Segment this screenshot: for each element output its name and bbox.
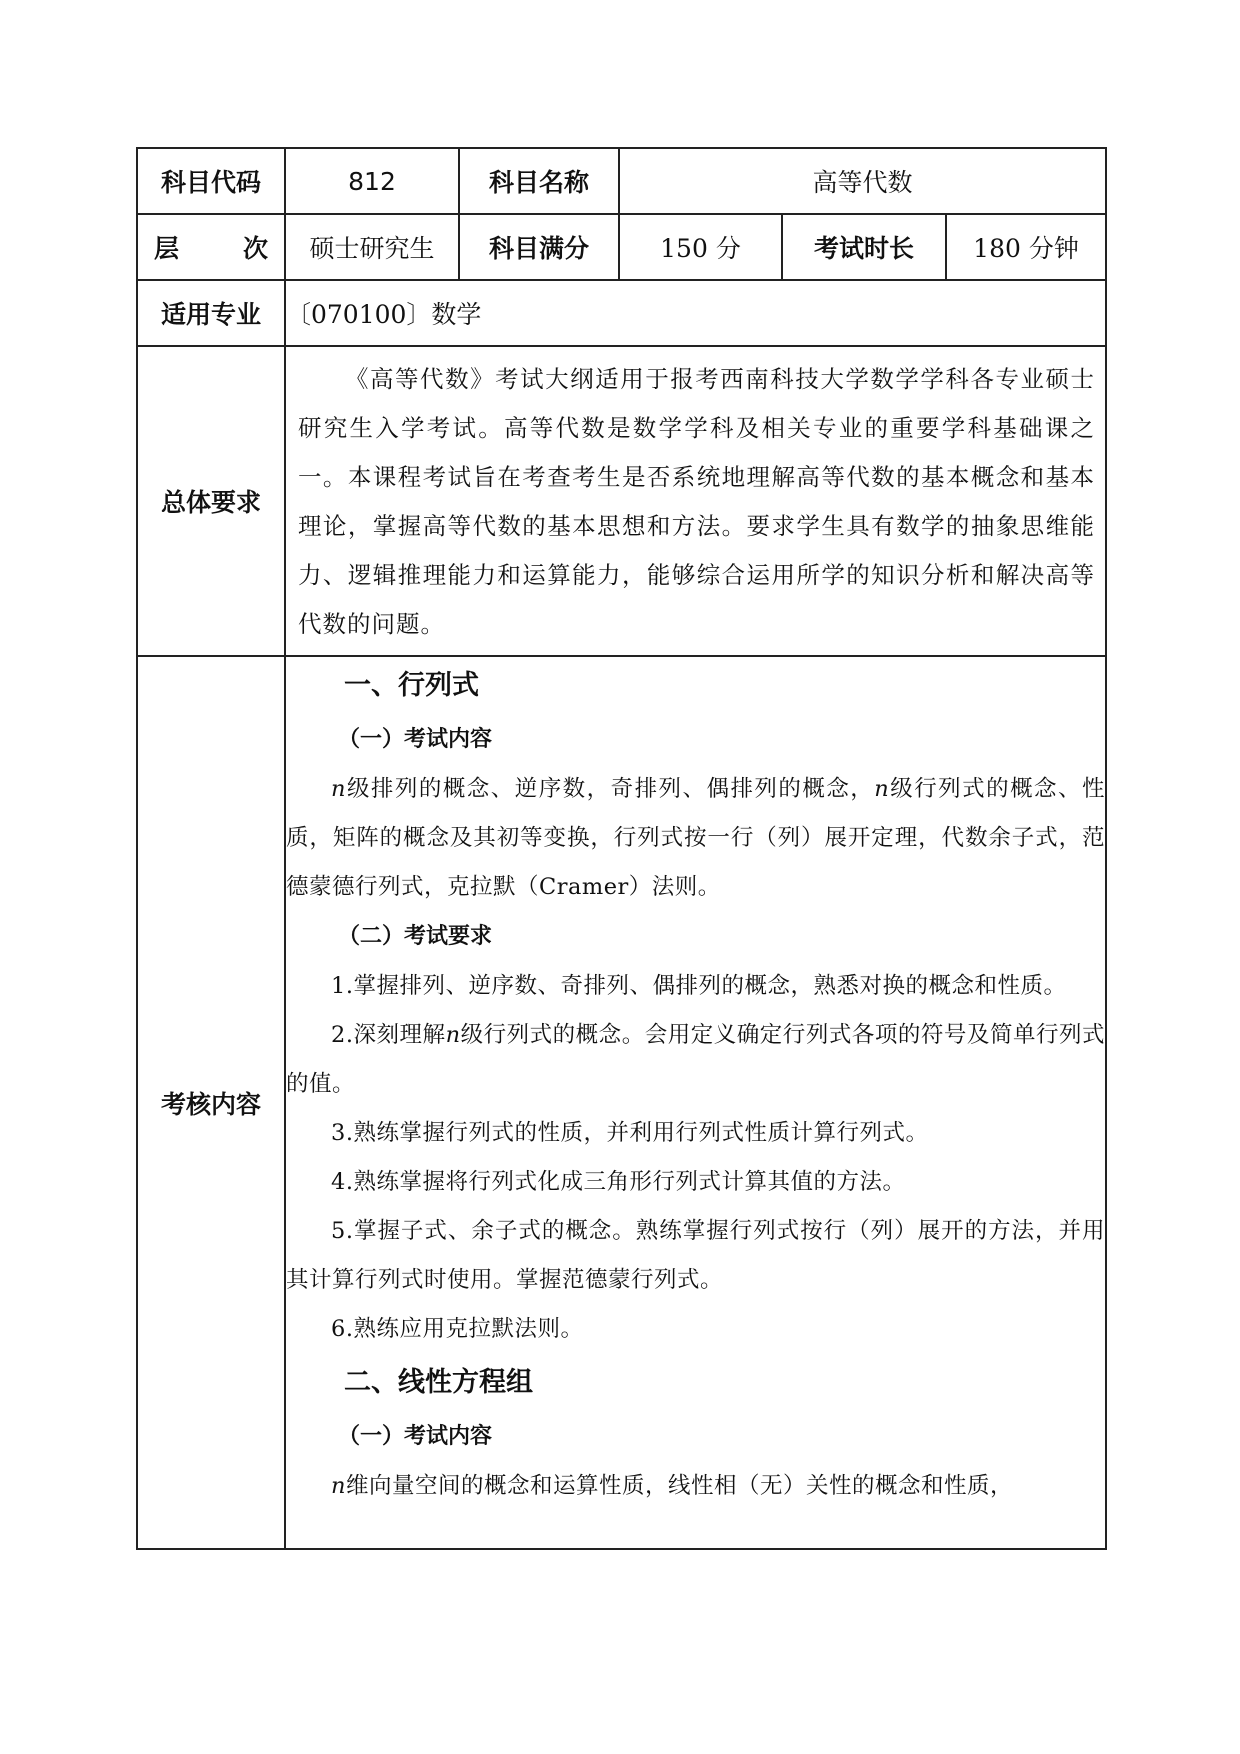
- row-level: [137, 214, 1106, 280]
- content-cell: [285, 656, 1106, 1549]
- level-label-b: 次: [242, 234, 268, 263]
- row-subject: [137, 148, 1106, 214]
- n-symbol: n: [331, 776, 346, 802]
- score-label: 科目满分: [459, 214, 619, 280]
- duration-label: 考试时长: [782, 214, 946, 280]
- overall-cell: [285, 346, 1106, 656]
- name-value: 高等代数: [619, 148, 1106, 214]
- row-overall: [137, 346, 1106, 656]
- code-label: 科目代码: [137, 148, 285, 214]
- section-1-sub-content: （一）考试内容: [338, 727, 493, 752]
- major-value: 〔070100〕数学: [285, 280, 1106, 346]
- overall-label: 总体要求: [137, 346, 285, 656]
- level-value: 硕士研究生: [285, 214, 459, 280]
- major-label: 适用专业: [137, 280, 285, 346]
- score-value: 150 分: [619, 214, 782, 280]
- requirement-3: 3.熟练掌握行列式的性质，并利用行列式性质计算行列式。: [331, 1120, 929, 1146]
- code-value: 812: [285, 148, 459, 214]
- row-major: [137, 280, 1106, 346]
- requirement-4: 4.熟练掌握将行列式化成三角形行列式计算其值的方法。: [331, 1169, 906, 1195]
- section-1-content-text: n级排列的概念、逆序数，奇排列、偶排列的概念，n级行列式的概念、性质，矩阵的概念及其初等变换，行列式按一行（列）展开定理，代数余子式，范德蒙德行列式，克拉默（Cramer）法则。: [286, 776, 1106, 900]
- requirement-6: 6.熟练应用克拉默法则。: [331, 1316, 584, 1342]
- syllabus-table: [136, 147, 1107, 1550]
- level-label: [137, 214, 285, 280]
- section-2-title: 二、线性方程组: [344, 1367, 533, 1398]
- section-1-title: 一、行列式: [344, 670, 479, 701]
- n-symbol: n: [445, 1022, 461, 1048]
- row-content: [137, 656, 1106, 1549]
- requirement-5: 5.掌握子式、余子式的概念。熟练掌握行列式按行（列）展开的方法，并用其计算行列式时使用。掌握范德蒙行列式。: [286, 1218, 1106, 1293]
- content-label: 考核内容: [137, 656, 285, 1549]
- level-label-a: 层: [154, 234, 180, 263]
- name-label: 科目名称: [459, 148, 619, 214]
- section-1-sub-requirements: （二）考试要求: [338, 924, 493, 949]
- n-symbol: n: [331, 1473, 346, 1499]
- overall-text: 《高等代数》考试大纲适用于报考西南科技大学数学学科各专业硕士研究生入学考试。高等代数是数学学科及相关专业的重要学科基础课之一。本课程考试旨在考查考生是否系统地理解高等代数的基本概念和基本理论，掌握高等代数的基本思想和方法。要求学生具有数学的抽象思维能力、逻辑推理能力和运算能力，能够综合运用所学的知识分析和解决高等代数的问题。: [298, 365, 1096, 638]
- requirement-2: 2.深刻理解n级行列式的概念。会用定义确定行列式各项的符号及简单行列式的值。: [286, 1022, 1106, 1097]
- section-2-sub-content: （一）考试内容: [338, 1424, 493, 1449]
- requirement-1: 1.掌握排列、逆序数、奇排列、偶排列的概念，熟悉对换的概念和性质。: [331, 973, 1067, 999]
- section-2-content-text: n维向量空间的概念和运算性质，线性相（无）关性的概念和性质，: [331, 1473, 1014, 1499]
- n-symbol: n: [874, 776, 890, 802]
- duration-value: 180 分钟: [946, 214, 1106, 280]
